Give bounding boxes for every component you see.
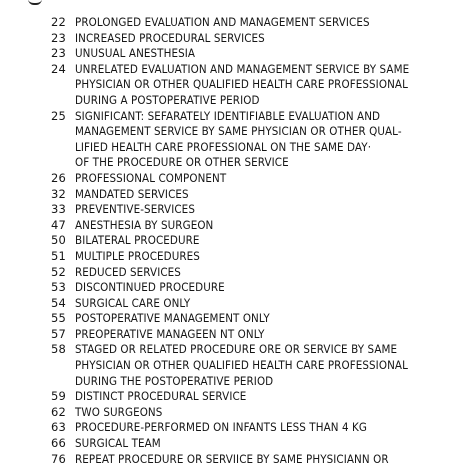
modifier-description: SURGICAL TEAM [75, 436, 161, 451]
modifier-description: MULTIPLE PROCEDURES [75, 248, 200, 263]
modifier-code: 25 [51, 108, 67, 123]
modifier-description: PROLONGED EVALUATION AND MANAGEMENT SERVICES [75, 15, 370, 29]
modifier-code: 63 [51, 420, 67, 435]
modifier-list [0, 15, 474, 467]
modifier-code: 23 [51, 30, 67, 45]
modifier-description: UNRELATED EVALUATION AND MANAGEMENT SERVICE BY SAME PHYSICIAN OR OTHER QUALIFIED HEALTH CARE PROFESSIONAL DURING A POSTOPERATIVE PERIOD [75, 61, 410, 107]
modifier-code: 22 [51, 15, 67, 29]
modifier-code: 54 [51, 295, 67, 310]
modifier-row [0, 187, 474, 203]
modifier-code: 55 [51, 311, 67, 326]
modifier-row [0, 15, 474, 31]
modifier-description: SURGICAL CARE ONLY [75, 295, 191, 310]
modifier-row [0, 31, 474, 47]
modifier-description: REDUCED SERVICES [75, 264, 181, 279]
modifier-code: 59 [51, 389, 67, 404]
modifier-row [0, 171, 474, 187]
modifier-description: PREVENTIVE-SERVICES [75, 202, 195, 217]
modifier-code: 52 [51, 264, 67, 279]
modifier-description: REPEAT PROCEDURE OR SERVIICE BY SAME PHYSICIANN OR [75, 451, 389, 466]
modifier-description: PROCEDURE-PERFORMED ON INFANTS LESS THAN 4 KG [75, 420, 368, 435]
modifier-description: PROFESSIONAL COMPONENT [75, 170, 227, 185]
modifier-code: 33 [51, 202, 67, 217]
modifier-description: STAGED OR RELATED PROCEDURE ORE OR SERVICE BY SAME PHYSICIAN OR OTHER QUALIFIED HEALTH CARE PROFESSIONAL DURING THE POSTOPERATIVE PERIOD [75, 342, 408, 388]
modifier-description: BILATERAL PROCEDURE [75, 233, 200, 248]
modifier-description: INCREASED PROCEDURAL SERVICES [75, 30, 265, 45]
modifier-code: 50 [51, 233, 67, 248]
modifier-row [0, 452, 474, 468]
modifier-code: 58 [51, 342, 67, 357]
modifier-row [0, 296, 474, 312]
modifier-row [0, 436, 474, 452]
modifier-row [0, 405, 474, 421]
modifier-row [0, 218, 474, 234]
modifier-row [0, 389, 474, 405]
modifier-code: 57 [51, 326, 67, 341]
modifier-row [0, 249, 474, 265]
modifier-description: UNUSUAL ANESTHESIA [75, 46, 196, 61]
modifier-description: ANESTHESIA BY SURGEON [75, 217, 214, 232]
modifier-description: DISCONTINUED PROCEDURE [75, 280, 225, 295]
modifier-description: TWO SURGEONS [75, 404, 163, 419]
modifier-row [0, 280, 474, 296]
modifier-code: 53 [51, 280, 67, 295]
modifier-row [0, 342, 474, 389]
modifier-row [0, 420, 474, 436]
modifier-row [0, 46, 474, 62]
modifier-row [0, 233, 474, 249]
modifier-row [0, 202, 474, 218]
modifier-code: 24 [51, 61, 67, 76]
modifier-code: 26 [51, 170, 67, 185]
modifier-description: MANDATED SERVICES [75, 186, 189, 201]
modifier-row [0, 327, 474, 343]
modifier-description: SIGNIFICANT: SEFARATELY IDENTIFIABLE EVALUATION AND MANAGEMENT SERVICE BY SAME PHYSICIAN OR OTHER QUAL- LIFIED HEALTH CARE PROFESSIONAL ON THE SAME DAY· OF THE PROCEDURE OR OTHER SERVICE [75, 108, 402, 170]
modifier-row [0, 265, 474, 281]
modifier-code: 47 [51, 217, 67, 232]
modifier-code: 76 [51, 451, 67, 466]
modifier-code: 51 [51, 248, 67, 263]
modifier-code: 32 [51, 186, 67, 201]
modifier-description: PREOPERATIVE MANAGEEN NT ONLY [75, 326, 265, 341]
modifier-row [0, 62, 474, 109]
modifier-description: POSTOPERATIVE MANAGEMENT ONLY [75, 311, 270, 326]
modifier-description: DISTINCT PROCEDURAL SERVICE [75, 389, 247, 404]
modifier-code: 62 [51, 404, 67, 419]
modifier-code: 23 [51, 46, 67, 61]
modifier-row [0, 109, 474, 171]
modifier-code: 66 [51, 436, 67, 451]
page-top-mark [28, 0, 42, 5]
modifier-row [0, 311, 474, 327]
